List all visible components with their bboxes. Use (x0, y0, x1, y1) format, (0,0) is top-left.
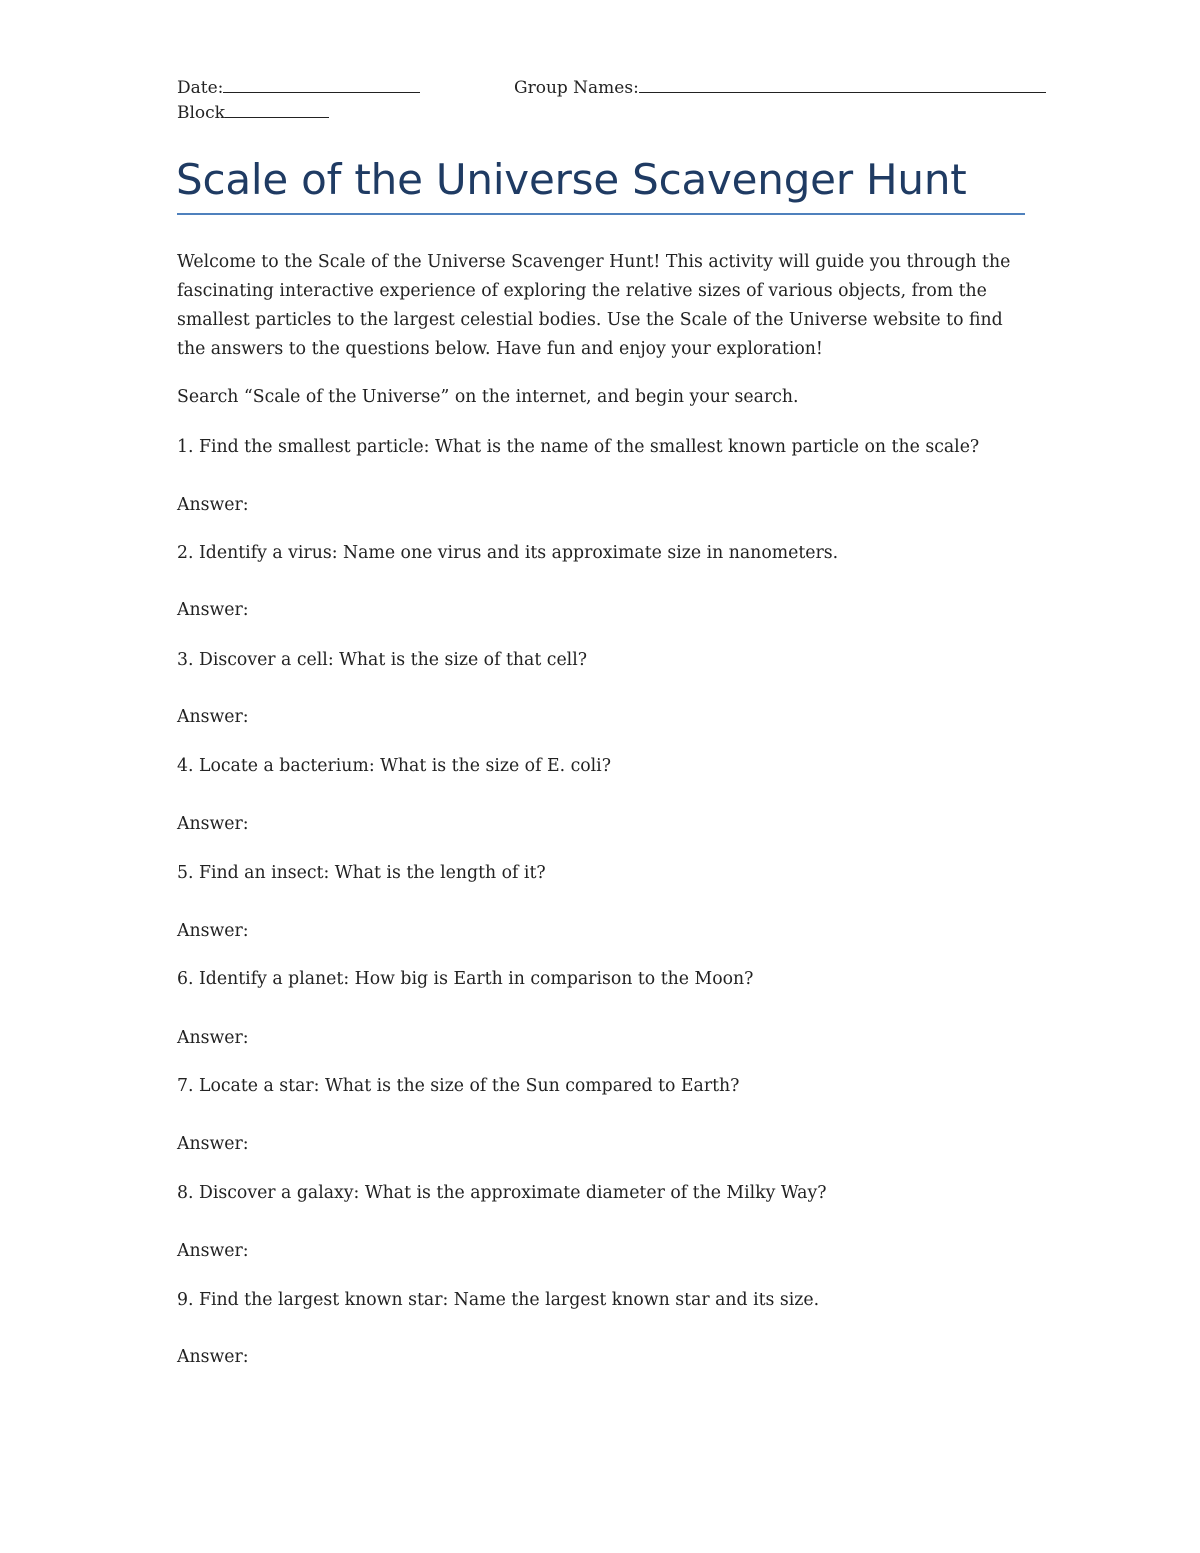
answer-label-3: Answer: (177, 707, 249, 727)
page-title: Scale of the Universe Scavenger Hunt (176, 155, 967, 204)
answer-label-7: Answer: (177, 1134, 249, 1154)
title-underline (177, 213, 1025, 215)
block-blank[interactable] (225, 100, 329, 118)
question-7: 7. Locate a star: What is the size of the Sun compared to Earth? (177, 1076, 740, 1096)
question-6: 6. Identify a planet: How big is Earth in comparison to the Moon? (177, 969, 754, 989)
group-names-label: Group Names: (514, 78, 639, 98)
question-9: 9. Find the largest known star: Name the largest known star and its size. (177, 1290, 820, 1310)
group-names-blank[interactable] (639, 75, 1046, 93)
answer-label-1: Answer: (177, 495, 249, 515)
question-2: 2. Identify a virus: Name one virus and its approximate size in nanometers. (177, 543, 839, 563)
answer-label-2: Answer: (177, 600, 249, 620)
question-4: 4. Locate a bacterium: What is the size of E. coli? (177, 756, 611, 776)
group-names-row (514, 75, 1046, 99)
block-row (177, 100, 329, 124)
answer-label-4: Answer: (177, 814, 249, 834)
question-1: 1. Find the smallest particle: What is the name of the smallest known particle on the scale? (177, 437, 980, 457)
question-5: 5. Find an insect: What is the length of it? (177, 863, 546, 883)
question-3: 3. Discover a cell: What is the size of that cell? (177, 650, 587, 670)
answer-label-9: Answer: (177, 1347, 249, 1367)
question-8: 8. Discover a galaxy: What is the approximate diameter of the Milky Way? (177, 1183, 827, 1203)
answer-label-8: Answer: (177, 1241, 249, 1261)
answer-label-6: Answer: (177, 1028, 249, 1048)
search-instruction: Search “Scale of the Universe” on the internet, and begin your search. (177, 387, 799, 407)
date-row (177, 75, 420, 99)
block-label: Block (177, 103, 225, 123)
date-blank[interactable] (223, 75, 420, 93)
answer-label-5: Answer: (177, 921, 249, 941)
intro-paragraph: Welcome to the Scale of the Universe Scavenger Hunt! This activity will guide you through the fascinating interactive experience of exploring the relative sizes of various objects, from the smallest particles to the largest celestial bodies. Use the Scale of the Universe website to find the answers to the questions below. Have fun and enjoy your exploration! (177, 252, 1011, 359)
date-label: Date: (177, 78, 224, 98)
